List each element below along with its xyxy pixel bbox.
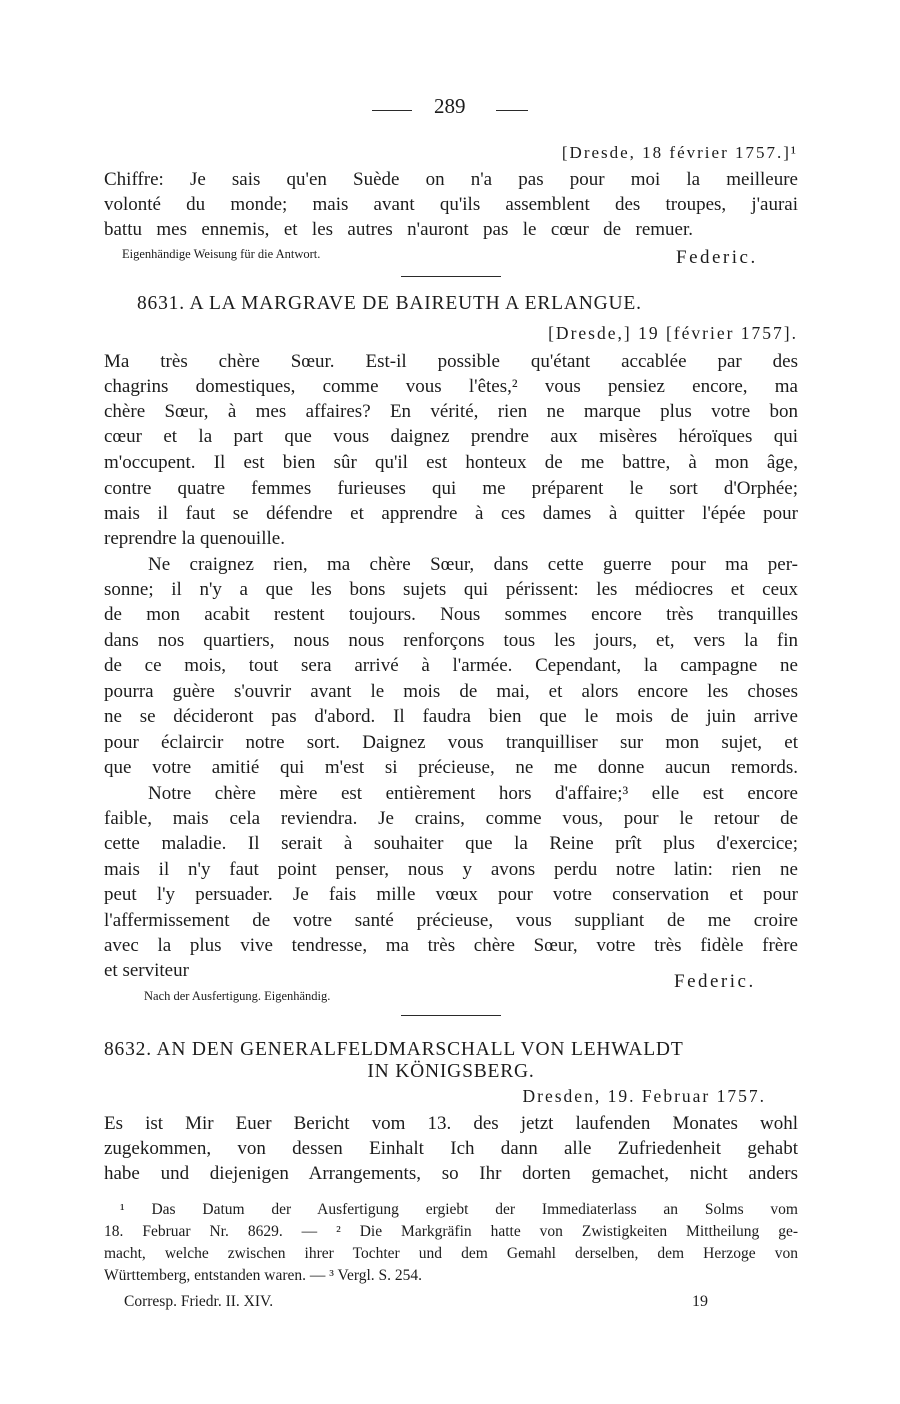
page-number: 289 <box>434 94 466 118</box>
p3-line-2: faible, mais cela reviendra. Je crains, comme vous, pour le retour de <box>104 808 798 829</box>
section-divider <box>401 276 501 277</box>
p2-line-1: Ne craignez rien, ma chère Sœur, dans cette guerre pour ma per- <box>148 554 798 575</box>
p2-line-6: pourra guère s'ouvrir avant le mois de mai, et alors encore les choses <box>104 681 798 702</box>
footer-signature-mark: Corresp. Friedr. II. XIV. <box>124 1293 274 1310</box>
footnote-line-4: Württemberg, entstanden waren. — ³ Vergl. S. 254. <box>104 1267 423 1284</box>
entry-8631-signature: Federic. <box>674 971 756 992</box>
p1-line-2: chagrins domestiques, comme vous l'êtes,² vous pensiez encore, ma <box>104 376 798 397</box>
header-dash-left <box>372 110 412 111</box>
p3-line-3: cette maladie. Il serait à souhaiter que la Reine prît plus d'exercice; <box>104 833 798 854</box>
entry-8632-line-1: Es ist Mir Euer Bericht vom 13. des jetzt laufenden Monates wohl <box>104 1113 798 1134</box>
p1-line-1: Ma très chère Sœur. Est-il possible qu'étant accablée par des <box>104 351 798 372</box>
p3-line-1: Notre chère mère est entièrement hors d'affaire;³ elle est encore <box>148 783 798 804</box>
section-divider-2 <box>401 1015 501 1016</box>
entry-8630-line-2: volonté du monde; mais avant qu'ils assemblent des troupes, j'aurai <box>104 194 798 215</box>
entry-8632-date: Dresden, 19. Februar 1757. <box>522 1086 766 1106</box>
entry-8630-note: Eigenhändige Weisung für die Antwort. <box>122 247 321 261</box>
entry-8631-date: [Dresde,] 19 [février 1757]. <box>548 323 798 343</box>
entry-8630-line-1: Chiffre: Je sais qu'en Suède on n'a pas pour moi la meilleure <box>104 169 798 190</box>
entry-8632-heading-line-2: IN KÖNIGSBERG. <box>367 1061 535 1082</box>
entry-8631-heading: 8631. A LA MARGRAVE DE BAIREUTH A ERLANGUE. <box>137 293 642 314</box>
p3-line-4: mais il n'y faut point penser, nous y avons perdu notre latin: rien ne <box>104 859 798 880</box>
p3-line-6: l'affermissement de votre santé précieuse, vous suppliant de me croire <box>104 910 798 931</box>
p2-line-7: ne se décideront pas d'abord. Il faudra bien que le mois de juin arrive <box>104 706 798 727</box>
entry-8632-line-2: zugekommen, von dessen Einhalt Ich dann alle Zufriedenheit gehabt <box>104 1138 798 1159</box>
p2-line-9: que votre amitié qui m'est si précieuse, ne me donne aucun remords. <box>104 757 798 778</box>
p2-line-4: dans nos quartiers, nous nous renforçons tous les jours, et, vers la fin <box>104 630 798 651</box>
p2-line-3: de mon acabit restent toujours. Nous sommes encore très tranquilles <box>104 604 798 625</box>
p3-line-7: avec la plus vive tendresse, ma très chère Sœur, votre très fidèle frère <box>104 935 798 956</box>
footnote-line-2: 18. Februar Nr. 8629. — ² Die Markgräfin hatte von Zwistigkeiten Mittheilung ge- <box>104 1223 798 1240</box>
footer-gathering-number: 19 <box>692 1293 708 1310</box>
entry-8630-line-3: battu mes ennemis, et les autres n'auront pas le cœur de remuer. <box>104 219 693 240</box>
entry-8630-signature: Federic. <box>676 247 758 268</box>
header-dash-right <box>496 110 528 111</box>
p1-line-3: chère Sœur, à mes affaires? En vérité, rien ne marque plus votre bon <box>104 401 798 422</box>
p1-line-4: cœur et la part que vous daignez prendre aux misères héroïques qui <box>104 426 798 447</box>
p3-line-8: et serviteur <box>104 960 189 981</box>
p2-line-8: pour éclaircir notre sort. Daignez vous tranquilliser sur mon sujet, et <box>104 732 798 753</box>
p1-line-5: m'occupent. Il est bien sûr qu'il est honteux de me battre, à mon âge, <box>104 452 798 473</box>
p1-line-6: contre quatre femmes furieuses qui me préparent le sort d'Orphée; <box>104 478 798 499</box>
entry-8632-heading-line-1: 8632. AN DEN GENERALFELDMARSCHALL VON LEHWALDT <box>104 1039 684 1060</box>
p1-line-8: reprendre la quenouille. <box>104 528 285 549</box>
p3-line-5: peut l'y persuader. Je fais mille vœux pour votre conservation et pour <box>104 884 798 905</box>
entry-8632-line-3: habe und diejenigen Arrangements, so Ihr dorten gemachet, nicht anders <box>104 1163 798 1184</box>
entry-8631-note: Nach der Ausfertigung. Eigenhändig. <box>144 989 331 1003</box>
document-page <box>104 0 798 1404</box>
p2-line-2: sonne; il n'y a que les bons sujets qui périssent: les médiocres et ceux <box>104 579 798 600</box>
p2-line-5: de ce mois, tout sera arrivé à l'armée. Cependant, la campagne ne <box>104 655 798 676</box>
p1-line-7: mais il faut se défendre et apprendre à ces dames à quitter l'épée pour <box>104 503 798 524</box>
entry-8630-date: [Dresde, 18 février 1757.]¹ <box>561 143 798 162</box>
footnote-line-3: macht, welche zwischen ihrer Tochter und dem Gemahl derselben, dem Herzoge von <box>104 1245 798 1262</box>
footnote-line-1: ¹ Das Datum der Ausfertigung ergiebt der Immediaterlass an Solms vom <box>120 1201 798 1218</box>
